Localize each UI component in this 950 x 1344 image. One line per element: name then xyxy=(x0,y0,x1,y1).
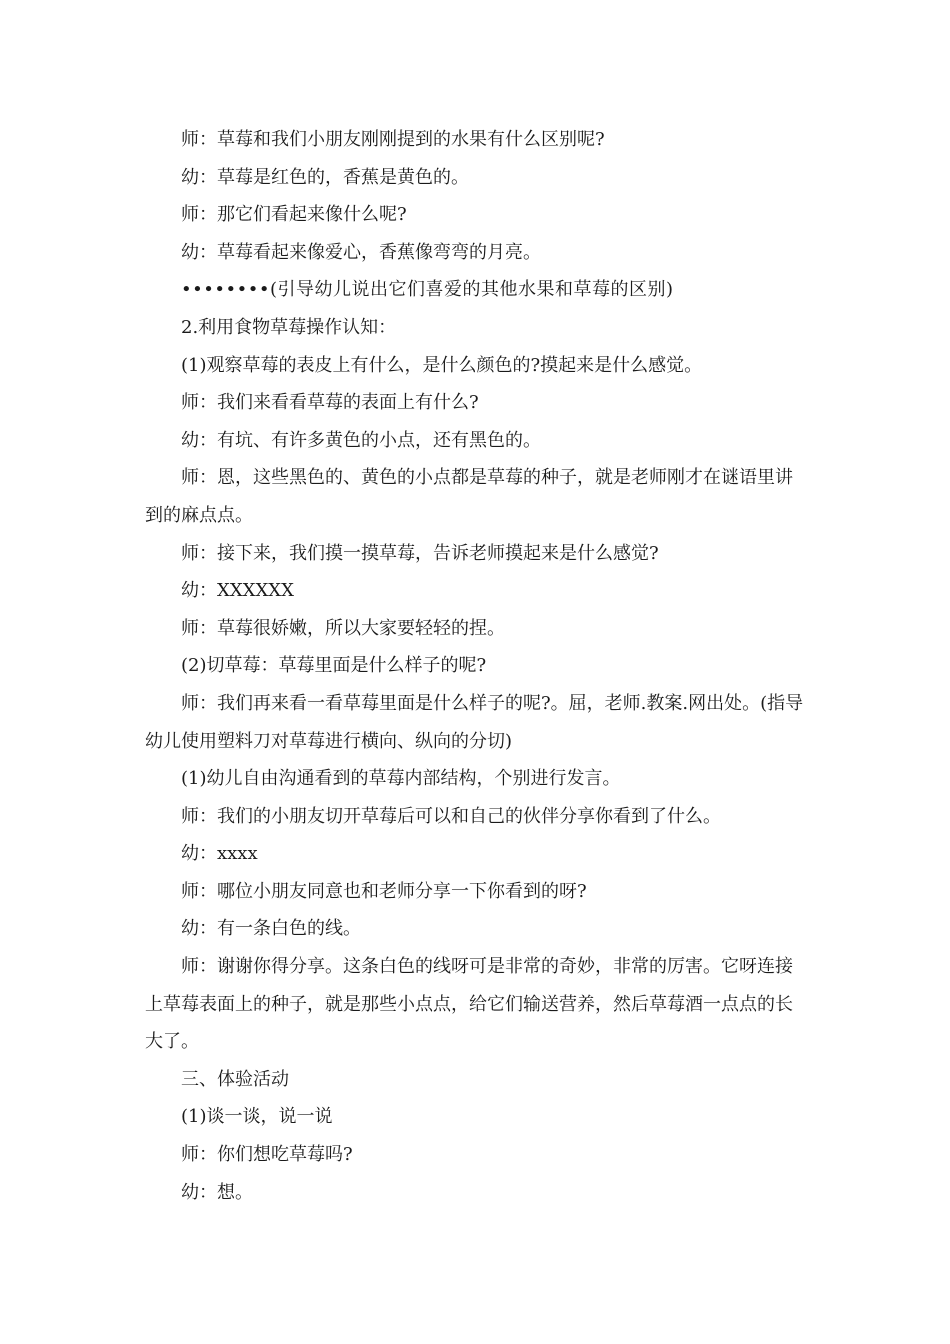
paragraph: 师：你们想吃草莓吗? xyxy=(181,1144,353,1166)
paragraph: 幼：xxxx xyxy=(181,843,258,865)
paragraph: 幼：有一条白色的线。 xyxy=(181,918,361,940)
section-heading: 三、体验活动 xyxy=(181,1068,289,1090)
paragraph: (1)幼儿自由沟通看到的草莓内部结构，个别进行发言。 xyxy=(181,768,621,790)
paragraph: 幼：草莓是红色的，香蕉是黄色的。 xyxy=(181,166,469,188)
paragraph: 师：哪位小朋友同意也和老师分享一下你看到的呀? xyxy=(181,880,587,902)
paragraph: (2)切草莓：草莓里面是什么样子的呢? xyxy=(181,655,487,677)
paragraph: 幼：XXXXXX xyxy=(181,580,294,602)
paragraph: 师：我们来看看草莓的表面上有什么? xyxy=(181,392,479,414)
paragraph: 2.利用食物草莓操作认知： xyxy=(181,316,397,338)
paragraph: 幼：有坑、有许多黄色的小点，还有黑色的。 xyxy=(181,429,541,451)
paragraph: (1)谈一谈，说一说 xyxy=(181,1106,333,1128)
paragraph: ••••••••(引导幼儿说出它们喜爱的其他水果和草莓的区别) xyxy=(181,279,674,301)
paragraph: 师：我们再来看一看草莓里面是什么样子的呢?。屈，老师.教案.网出处。(指导幼儿使用塑料刀对草莓进行横向、纵向的分切) xyxy=(145,692,804,752)
paragraph: 师：恩，这些黑色的、黄色的小点都是草莓的种子，就是老师刚才在谜语里讲到的麻点点。 xyxy=(145,467,793,526)
paragraph: 师：接下来，我们摸一摸草莓，告诉老师摸起来是什么感觉? xyxy=(181,542,659,564)
paragraph: 师：谢谢你得分享。这条白色的线呀可是非常的奇妙，非常的厉害。它呀连接上草莓表面上的种子，就是那些小点点，给它们输送营养，然后草莓酒一点点的长大了。 xyxy=(145,956,793,1053)
paragraph: 幼：想。 xyxy=(181,1181,253,1203)
paragraph: 师：那它们看起来像什么呢? xyxy=(181,204,407,226)
paragraph: 师：草莓和我们小朋友刚刚提到的水果有什么区别呢? xyxy=(181,129,605,150)
paragraph: 师：我们的小朋友切开草莓后可以和自己的伙伴分享你看到了什么。 xyxy=(181,805,721,827)
paragraph: 师：草莓很娇嫩，所以大家要轻轻的捏。 xyxy=(181,617,505,639)
paragraph: 幼：草莓看起来像爱心，香蕉像弯弯的月亮。 xyxy=(181,241,541,263)
document-body xyxy=(145,121,805,1211)
paragraph: (1)观察草莓的表皮上有什么，是什么颜色的?摸起来是什么感觉。 xyxy=(181,354,703,376)
